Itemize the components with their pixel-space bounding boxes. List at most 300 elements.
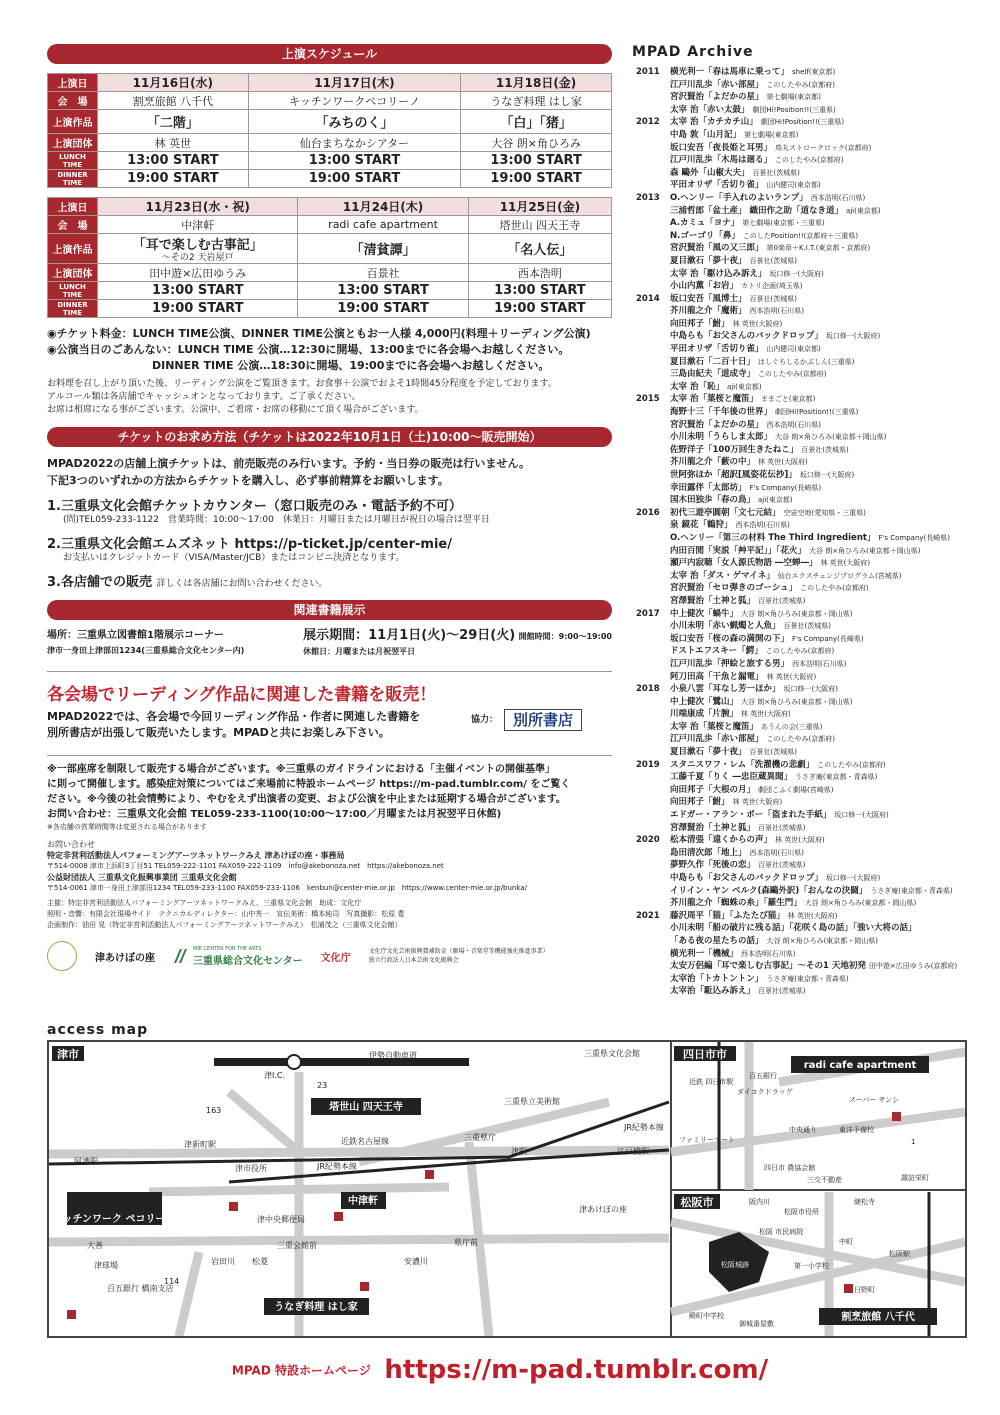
archive-year (632, 545, 670, 558)
archive-title-text: 横光利一「春は馬車に乗って」 (670, 67, 790, 77)
archive-row (632, 582, 972, 595)
archive-year (632, 230, 670, 243)
map-label: 114 (164, 1277, 180, 1286)
map-label: 163 (206, 1106, 222, 1115)
map-label: 県庁前 (454, 1238, 478, 1247)
archive-company: 大谷 朗×角ひろみ(東京都・岡山県) (740, 697, 853, 706)
archive-title-text: 中島 敦「山月記」 (670, 129, 741, 140)
row-label-date: 上演日 (48, 74, 98, 92)
archive-year (632, 733, 670, 746)
troupe-cell: 大谷 朗×角ひろみ (461, 134, 612, 152)
archive-title-text: 平田オリザ「舌切り雀」 (670, 180, 764, 191)
archive-work (670, 142, 871, 155)
archive-row (632, 255, 972, 268)
archive-work (670, 922, 917, 935)
archive-title: MPAD Archive (632, 44, 754, 60)
archive-title-text: 中上健次「蝸牛」 (670, 608, 739, 619)
map-label: 近鉄名古屋線 (341, 1137, 389, 1146)
archive-work (670, 431, 887, 444)
venue-tag-radi: radi cafe apartment (803, 1060, 917, 1071)
lunch-cell: 13:00 START (98, 282, 298, 300)
archive-work (670, 570, 901, 583)
archive-work (670, 469, 854, 482)
mie-mark-icon (173, 948, 189, 964)
dinner-cell: 19:00 START (468, 300, 611, 318)
archive-year (632, 859, 670, 872)
archive-year (632, 721, 670, 734)
archive-row (632, 570, 972, 583)
archive-row (632, 318, 972, 331)
archive-year (632, 595, 670, 608)
archive-year: 2017 (636, 608, 660, 619)
archive-company: 空宙空地(愛知県・三重県) (783, 508, 866, 517)
archive-row (632, 66, 972, 79)
venue-tag-hashiya: うなぎ料理 はし家 (274, 1302, 358, 1313)
map-label: 百五銀行 (749, 1072, 777, 1080)
archive-row (632, 79, 972, 92)
archive-work (670, 318, 782, 331)
archive-title-text: 太宰 治「ダス・ゲマイネ」 (670, 570, 775, 581)
archive-company: 山内健司(東京都) (766, 345, 821, 354)
schedule-band: 上演スケジュール (47, 44, 612, 64)
venue-cell: 中津軒 (98, 216, 298, 234)
archive-work (670, 91, 821, 104)
map-label: 三重県文化会館 (584, 1049, 640, 1058)
archive-year (632, 658, 670, 671)
archive-work (670, 985, 805, 998)
archive-work (670, 834, 825, 847)
archive-company: このしたPosition!!(京都府＋三重県) (742, 231, 859, 240)
archive-year (632, 973, 670, 986)
venue-cell: 割烹旅館 八千代 (98, 92, 249, 110)
archive-row (632, 859, 972, 872)
archive-year (632, 255, 670, 268)
archive-row (632, 142, 972, 155)
archive-work (670, 935, 878, 948)
archive-work (670, 230, 858, 243)
archive-year: 2019 (636, 759, 660, 770)
lunch-cell: 13:00 START (461, 152, 612, 170)
archive-title-text: 初代三遊亭圓朝「文七元結」 (670, 507, 781, 518)
row-label-date: 上演日 (48, 198, 98, 216)
dinner-cell: 19:00 START (98, 170, 249, 188)
archive-title-text: 坂口安吾「桜の森の満開の下」 (670, 633, 790, 644)
archive-row (632, 330, 972, 343)
footer-label: MPAD 特設ホームページ (231, 1363, 371, 1378)
archive-company: 劇団Hi!Position!!(三重県) (752, 105, 836, 114)
archive-title-text: 宮澤賢治「土神と狐」 (670, 822, 756, 833)
archive-company: 大谷 朗×角ひろみ(東京都＋岡山県) (774, 433, 887, 442)
map-label: ダイコクドラッグ (737, 1088, 793, 1096)
archive-company: 第七劇場(東京都・三重県) (742, 219, 825, 228)
archive-row (632, 721, 972, 734)
archive-work (670, 557, 870, 570)
archive-work (670, 79, 835, 92)
archive-company: 西本浩明(石川県) (810, 193, 866, 202)
archive-work (670, 456, 808, 469)
archive-year (632, 746, 670, 759)
archive-year: 2015 (636, 394, 660, 405)
archive-title-text: 横光利一「機械」 (670, 948, 739, 959)
troupe-cell: 仙台まちなかシアター (248, 134, 460, 152)
archive-row (632, 305, 972, 318)
archive-row (632, 545, 972, 558)
footer (0, 1355, 1000, 1385)
archive-row (632, 444, 972, 457)
archive-year (632, 708, 670, 721)
archive-company: 田中遊×広田ゆうみ(京都府) (868, 962, 958, 971)
date-cell: 11月16日(水) (98, 74, 249, 92)
archive-year (632, 431, 670, 444)
archive-row (632, 469, 972, 482)
map-label: ファミリーマート (679, 1136, 735, 1144)
method-1-detail: (問)TEL059-233-1122 営業時間：10:00～17:00 休業日：月曜日または月曜日が祝日の場合は翌平日 (63, 515, 490, 525)
archive-title-text: 海野十三「千年後の世界」 (670, 407, 773, 418)
archive-company: うさぎ庵(東京都・青森県) (870, 886, 953, 895)
contacts-head: お問い合わせ (47, 840, 95, 849)
archive-company: 西本浩明(石川県) (766, 420, 821, 429)
grant-note (369, 947, 549, 965)
lunch-cell: 13:00 START (248, 152, 460, 170)
archive-title-text: 「ある夜の星たちの話」 (670, 935, 764, 946)
archive-company: 大谷 朗×角ひろみ(東京都＋岡山県) (808, 546, 921, 555)
yokkaichi-labels (679, 1071, 929, 1184)
archive-company: 第七劇場(東京都) (766, 93, 821, 102)
archive-year: 2014 (636, 293, 660, 304)
map-label: 三重会館前 (277, 1241, 317, 1250)
archive-work (670, 759, 886, 772)
promo-body (47, 709, 612, 741)
map-label: 松菱 (252, 1257, 268, 1266)
archive-year (632, 482, 670, 495)
archive-company: shelf(東京都) (791, 68, 836, 76)
archive-company: 林 英世(大阪府) (787, 911, 838, 920)
mie-center-logo (173, 946, 303, 967)
row-label-lunch: LUNCH TIME (48, 282, 98, 300)
archive-work (670, 796, 782, 809)
archive-title-text: 森 鷗外「山椒大夫」 (670, 167, 750, 178)
archive-work (670, 104, 836, 117)
archive-work (670, 859, 805, 872)
archive-work (670, 494, 793, 507)
archive-title-text: 中島らも「お父さんのバックドロップ」 (670, 331, 823, 342)
archive-company: このしたやみ(京都府) (800, 584, 869, 593)
archive-row (632, 746, 972, 759)
archive-row (632, 393, 972, 406)
archive-row (632, 154, 972, 167)
archive-year (632, 305, 670, 318)
archive-title-text: 内田百閒「実説「艸平記」」「花火」 (670, 545, 807, 556)
map-label: 中町 (839, 1238, 853, 1246)
archive-year (632, 771, 670, 784)
archive-title-text: 小川未明「船の破片に残る話」「花咲く島の話」「強い大将の話」 (670, 923, 917, 934)
archive-company: 百景社(茨城県) (801, 445, 849, 454)
archive-title-text: 江戸川乱歩「赤い部屋」 (670, 734, 764, 745)
archive-year (632, 129, 670, 142)
row-label-troupe: 上演団体 (48, 264, 98, 282)
archive-year (632, 318, 670, 331)
archive-row (632, 91, 972, 104)
archive-company: 林 英世(大阪府) (757, 458, 808, 467)
archive-company: 林 英世(大阪府) (732, 319, 783, 328)
archive-work (670, 733, 835, 746)
archive-year (632, 620, 670, 633)
bunkacho-logo: 文化庁 (320, 952, 351, 964)
archive-company: 坂口修一(大阪府) (783, 685, 838, 694)
archive-company: 百景社(茨城県) (749, 256, 797, 265)
venue-marker (360, 1282, 369, 1291)
archive-year (632, 368, 670, 381)
coop-label: 協力： (470, 715, 498, 725)
archive-company: 林 英世(大阪府) (820, 559, 871, 568)
archive-title-text: 松本清張「遠くからの声」 (670, 835, 773, 846)
archive-company: 劇団Hi!Position!!(三重県) (760, 118, 845, 127)
archive-title-text: 太宰 治「赤い太鼓」 (670, 104, 750, 115)
lunch-cell: 13:00 START (298, 282, 468, 300)
archive-company: うさぎ庵(東京都・青森県) (794, 773, 878, 782)
archive-title-text: O.ヘンリー「第三の材料 The Third Ingredient」 (670, 532, 876, 543)
archive-year (632, 469, 670, 482)
archive-row (632, 708, 972, 721)
archive-title-text: 太安万侶編「耳で楽しむ古事記」～その1 天地初発 (670, 961, 866, 972)
archive-row (632, 683, 972, 696)
org2-name: 公益財団法人 三重県文化振興事業団 三重県文化会館 (47, 873, 237, 882)
archive-title-text: 向田邦子「鮒」 (670, 797, 730, 808)
dinner-cell: 19:00 START (248, 170, 460, 188)
archive-title-text: 坂口安吾「夜長姫と耳男」 (670, 142, 773, 153)
archive-company: 百景社(茨城県) (752, 168, 800, 177)
covid-line: に則って開催します。感染症対策についてはご来場前に特設ホームページ https://m-pad.tumblr.com/ をご覧く (47, 779, 571, 790)
archive-row (632, 671, 972, 684)
archive-company: 坂口修一(大阪府) (825, 332, 881, 341)
archive-work (670, 582, 869, 595)
small-note: お料理を召し上がり頂いた後、リーディング公演をご覧頂きます。お食事＋公演でおよそ1時間45分程度を予定しております。 (47, 379, 557, 389)
lunch-cell: 13:00 START (98, 152, 249, 170)
books-info (47, 628, 612, 659)
archive-title-text: 夢野久作「死後の恋」 (670, 860, 756, 871)
archive-year (632, 809, 670, 822)
archive-work (670, 771, 877, 784)
archive-work (670, 393, 815, 406)
archive-title-text: 夏目漱石「夢十夜」 (670, 255, 747, 266)
archive-year (632, 796, 670, 809)
ticket-body (47, 455, 612, 489)
promo-title: 各会場でリーディング作品に関連した書籍を販売！ (47, 685, 437, 705)
archive-company: 大谷 朗×角ひろみ(東京都・岡山県) (804, 899, 917, 908)
archive-company: 百景社(茨城県) (783, 622, 831, 631)
akebonoza-logo: 津あけぼの座 (95, 952, 155, 964)
archive-year: 2020 (636, 835, 660, 846)
archive-work (670, 167, 800, 180)
map-label: 津駅 (511, 1147, 527, 1156)
map-label: 阿漕駅 (74, 1157, 98, 1166)
archive-row (632, 645, 972, 658)
archive-title-text: 中島らも「お父さんのバックドロップ」 (670, 873, 823, 883)
archive-row (632, 658, 972, 671)
covid-line: お問い合わせ：三重県文化会館 TEL059-233-1100(10:00～17:00／月曜または月祝翌平日休館) (47, 809, 502, 820)
notes-block (47, 326, 612, 374)
archive-company: 第0楽章＋K.I.T.(東京都・京都府) (766, 244, 871, 253)
map-label: 阪内川 (749, 1198, 770, 1206)
archive-title-text: イリイン・ヤン ベルク(森鷗外訳)「おんなの決闘」 (670, 885, 868, 896)
archive-title-text: 夏目漱石「夢十夜」 (670, 747, 747, 758)
archive-row (632, 910, 972, 923)
archive-company: あうんの会(三重県) (760, 722, 823, 731)
map-label: 大善 (87, 1241, 103, 1250)
books-band: 関連書籍展示 (47, 600, 612, 620)
archive-work (670, 696, 853, 709)
credit-line: 照明・音響：有限会社現場サイド テクニカルディレクター：山中秀一 宣伝美術：橋本純司 写真撮影：松原 豊 (47, 910, 405, 918)
archive-row (632, 985, 972, 998)
books-hours: 開館時間：9:00～19:00 (518, 632, 612, 641)
archive-year (632, 79, 670, 92)
archive-row (632, 293, 972, 306)
archive-company: カトリ企画(埼玉県) (740, 282, 803, 291)
org2-address: 〒514-0061 津市一身田上津部田1234 TEL059-233-1100 FAX059-233-1106 kenbun@center-mie.or.jp https://www.center-mie.or.jp/bunka/ (47, 884, 527, 892)
archive-row (632, 633, 972, 646)
archive-title-text: 江戸川乱歩「木馬は廻る」 (670, 155, 773, 166)
archive-year (632, 935, 670, 948)
archive-year (632, 960, 670, 973)
archive-year (632, 217, 670, 230)
covid-notice (47, 755, 612, 833)
archive-company: aji(東京都) (757, 496, 793, 505)
archive-work (670, 406, 858, 419)
venue-marker (67, 1310, 76, 1319)
archive-work (670, 305, 804, 318)
archive-row (632, 872, 972, 885)
small-notes (47, 378, 612, 417)
archive-row (632, 620, 972, 633)
archive-title-text: 芥川龍之介「魔術」 (670, 306, 747, 317)
archive-year (632, 872, 670, 885)
archive-company: 林 英世(大阪府) (766, 672, 817, 681)
archive-row (632, 847, 972, 860)
dinner-cell: 19:00 START (98, 300, 298, 318)
row-label-troupe: 上演団体 (48, 134, 98, 152)
archive-row (632, 784, 972, 797)
archive-year (632, 582, 670, 595)
map-label: 百五銀行 橋南支店 (107, 1284, 174, 1293)
archive-work (670, 809, 889, 822)
archive-row (632, 381, 972, 394)
row-label-venue: 会 場 (48, 92, 98, 110)
archive-row (632, 519, 972, 532)
books-period: 展示期間：11月1日(火)～29日(火) (303, 628, 516, 643)
map-label: 四日市 農協会館 (764, 1164, 816, 1172)
venue-tag-yachiyo: 割烹旅館 八千代 (841, 1312, 915, 1323)
archive-work (670, 671, 816, 684)
archive-title-text: 芥川龍之介「藪の中」 (670, 457, 756, 468)
archive-company: 林 英世(大阪府) (774, 836, 825, 845)
venue-cell: キッチンワークペコリーノ (248, 92, 460, 110)
method-2-link[interactable]: 2.三重県文化会館エムズネット https://p-ticket.jp/center-mie/ (47, 537, 452, 552)
ticket-line: MPAD2022の店舗上演チケットは、前売販売のみ行います。予約・当日券の販売は行いません。 (47, 457, 531, 470)
archive-company: 百景社(茨城県) (749, 748, 797, 757)
archive-title-text: 宮沢賢治「セロ弾きのゴーシュ」 (670, 583, 798, 594)
archive-title-text: 小泉八雲「耳なし芳一ほか」 (670, 684, 781, 695)
archive-year (632, 570, 670, 583)
price-note: ◉チケット料金：LUNCH TIME公演、DINNER TIME公演ともお一人様 4,000円(料理＋リーディング公演) (47, 327, 591, 340)
archive-year: 2012 (636, 117, 660, 128)
archive-row (632, 116, 972, 129)
method-3-label: 3.各店舗での販売 (47, 575, 152, 590)
archive-title-text: 国木田独歩「春の鳥」 (670, 495, 756, 506)
archive-work (670, 532, 950, 545)
left-column (47, 44, 612, 971)
archive-row (632, 608, 972, 621)
work-subtitle: ～その2 天岩屋戸 (161, 253, 234, 263)
map-label: JR紀勢本線 (317, 1162, 357, 1171)
archive-company: 西本浩明(石川県) (791, 659, 847, 668)
archive-work (670, 708, 791, 721)
footer-url-link[interactable]: https://m-pad.tumblr.com/ (384, 1355, 769, 1385)
archive-row (632, 129, 972, 142)
venue-marker (334, 1212, 343, 1221)
archive-company: 百景社(茨城県) (757, 861, 806, 870)
archive-title-text: 太宰治「駈込み訴え」 (670, 986, 756, 997)
archive-title-text: N.ゴーゴリ「鼻」 (670, 230, 740, 241)
books-closed: 休館日：月曜または月祝翌平日 (303, 647, 416, 656)
archive-row (632, 494, 972, 507)
arrival-note: ◉公演当日のごあんない：LUNCH TIME 公演…12:30に開場、13:00までに各会場へお越しください。 (47, 343, 570, 356)
archive-work (670, 255, 797, 268)
archive-title-text: 小川未明「うらしま太郎」 (670, 432, 773, 443)
date-cell: 11月23日(水・祝) (98, 198, 298, 216)
archive-year (632, 645, 670, 658)
archive-company: 山内健司(東京都) (766, 181, 821, 190)
archive-year: 2013 (636, 192, 660, 203)
archive-work (670, 721, 822, 734)
archive-year (632, 406, 670, 419)
venue-tag-shitennoji: 塔世山 四天王寺 (329, 1102, 403, 1113)
archive-title-text: 江戸川乱歩「押絵と旅する男」 (670, 658, 790, 669)
date-cell: 11月24日(木) (298, 198, 468, 216)
archive-title-text: 三島由紀夫「道成寺」 (670, 369, 756, 380)
archive-work (670, 746, 797, 759)
map-label: 松阪城跡 (721, 1261, 749, 1269)
archive-work (670, 330, 880, 343)
archive-work (670, 280, 802, 293)
archive-row (632, 456, 972, 469)
org1-name: 特定非営利活動法人パフォーミングアーツネットワークみえ 津あけぼの座・事務局 (47, 851, 345, 860)
archive-row (632, 419, 972, 432)
archive-title-text: 太宰 治「恥」 (670, 381, 724, 392)
archive-title-text: 世阿弥ほか「超訳[風姿花伝抄]」 (670, 470, 797, 480)
map-label: 第一小学校 (794, 1262, 829, 1270)
work-cell (98, 234, 298, 264)
map-label: 津球場 (94, 1261, 118, 1270)
archive-year (632, 179, 670, 192)
map-label: 中央通り (789, 1126, 817, 1134)
archive-title-text: ドストエフスキー「鰐」 (670, 646, 763, 657)
archive-row (632, 179, 972, 192)
bessho-shoten-logo: 別所書店 (504, 709, 582, 731)
archive-title-text: 阿刀田高「干魚と漏電」 (670, 671, 764, 682)
archive-year (632, 419, 670, 432)
archive-work (670, 179, 821, 192)
archive-work (670, 129, 798, 142)
archive-work (670, 633, 864, 646)
map-label: 安濃川 (404, 1257, 428, 1266)
archive-company: 坂口修一(大阪府) (769, 269, 824, 278)
method-3 (47, 571, 612, 590)
archive-title-text: 中上健次「鷺山」 (670, 696, 739, 707)
map-label: 江戸橋駅 (617, 1147, 649, 1156)
archive-year (632, 381, 670, 394)
archive-work (670, 658, 846, 671)
work-cell: 「みちのく」 (248, 110, 460, 134)
